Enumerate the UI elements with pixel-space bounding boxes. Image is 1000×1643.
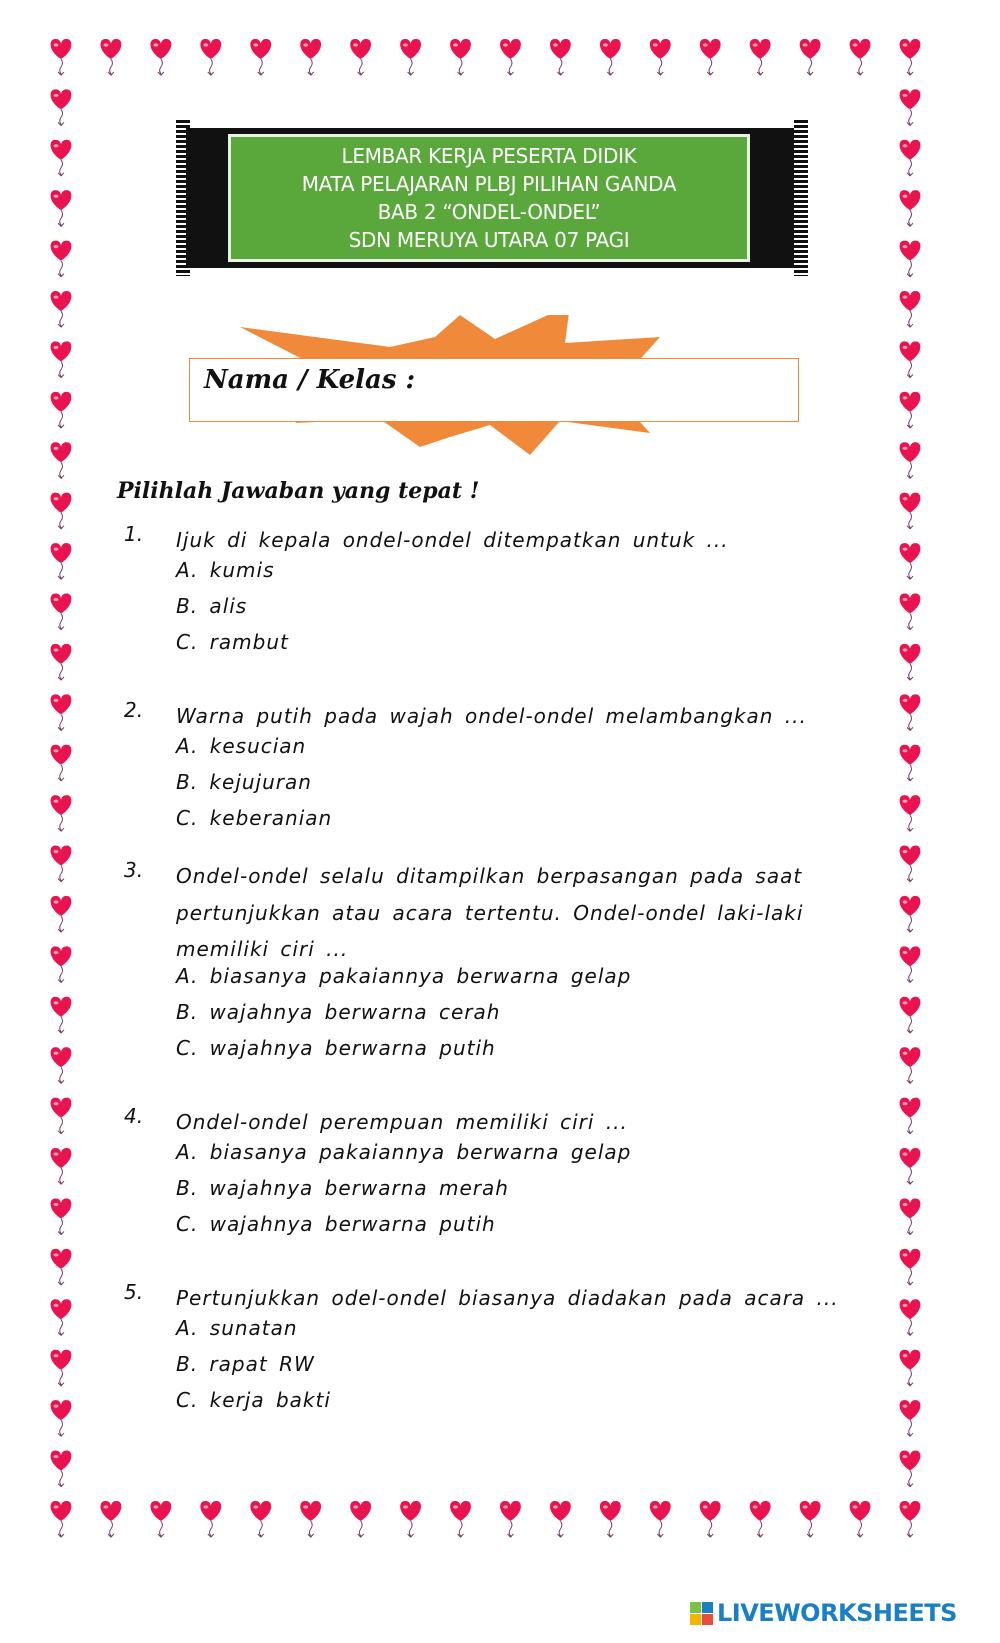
heart-balloon-icon [900,846,921,882]
heart-balloon-icon [51,1098,72,1134]
heart-balloon-icon [900,644,921,680]
heart-balloon-icon [750,1501,771,1537]
heart-balloon-icon [51,1198,72,1234]
option-a[interactable]: A. biasanya pakaiannya berwarna gelap [176,964,632,988]
heart-balloon-icon [51,694,72,730]
heart-balloon-icon [51,745,72,781]
heart-balloon-icon [51,1350,72,1386]
heart-balloon-icon [900,997,921,1033]
heart-balloon-icon [900,795,921,831]
heart-balloon-icon [51,140,72,176]
heart-balloon-icon [900,442,921,478]
heart-balloon-icon [900,1501,921,1537]
liveworksheets-logo[interactable] [690,1598,957,1628]
heart-balloon-icon [900,241,921,277]
heart-balloon-icon [700,1501,721,1537]
heart-balloon-icon [900,593,921,629]
heart-balloon-icon [650,39,671,75]
question-number: 2. [124,698,144,722]
question-text: Pertunjukkan odel-ondel biasanya diadakan pada acara ... [176,1286,839,1310]
heart-balloon-icon [600,1501,621,1537]
heart-balloon-icon [650,1501,671,1537]
heart-balloon-icon [101,39,122,75]
banner-title-box [228,134,750,262]
option-a[interactable]: A. biasanya pakaiannya berwarna gelap [176,1140,632,1164]
heart-balloon-icon [900,946,921,982]
heart-balloon-icon [51,946,72,982]
heart-balloon-icon [850,1501,871,1537]
heart-balloon-icon [51,896,72,932]
question-number: 4. [124,1104,144,1128]
heart-balloon-icon [51,593,72,629]
heart-balloon-icon [900,896,921,932]
heart-balloon-icon [51,89,72,125]
heart-balloon-icon [51,846,72,882]
heart-balloon-icon [900,392,921,428]
heart-balloon-icon [51,1400,72,1436]
heart-balloon-icon [450,39,471,75]
heart-balloon-icon [51,1047,72,1083]
heart-balloon-icon [51,442,72,478]
heart-balloon-icon [550,39,571,75]
heart-balloon-icon [51,543,72,579]
heart-balloon-icon [150,39,171,75]
heart-balloon-icon [101,1501,122,1537]
heart-balloon-icon [900,89,921,125]
heart-balloon-icon [51,795,72,831]
heart-balloon-icon [500,39,521,75]
option-a[interactable]: A. kumis [176,558,275,582]
heart-balloon-icon [51,392,72,428]
question-text: Warna putih pada wajah ondel-ondel melambangkan ... [176,704,807,728]
heart-balloon-icon [51,997,72,1033]
heart-balloon-icon [900,140,921,176]
liveworksheets-icon [690,1602,713,1625]
option-c[interactable]: C. rambut [176,630,289,654]
banner-line-4: SDN MERUYA UTARA 07 PAGI [348,228,630,252]
heart-balloon-icon [350,1501,371,1537]
heart-balloon-icon [51,1299,72,1335]
heart-balloon-icon [800,39,821,75]
heart-balloon-icon [900,291,921,327]
question-number: 5. [124,1280,144,1304]
heart-balloon-icon [900,1198,921,1234]
heart-balloon-icon [200,39,221,75]
heart-balloon-icon [350,39,371,75]
heart-balloon-icon [51,1451,72,1487]
option-c[interactable]: C. kerja bakti [176,1388,331,1412]
heart-balloon-icon [900,1350,921,1386]
heart-balloon-icon [900,1249,921,1285]
heart-balloon-icon [51,341,72,377]
heart-balloon-icon [750,39,771,75]
heart-balloon-icon [850,39,871,75]
heart-balloon-icon [51,241,72,277]
banner-line-2: MATA PELAJARAN PLBJ PILIHAN GANDA [301,172,677,196]
heart-balloon-icon [250,39,271,75]
option-a[interactable]: A. kesucian [176,734,307,758]
question-number: 3. [124,858,144,882]
heart-balloon-icon [450,1501,471,1537]
heart-balloon-icon [200,1501,221,1537]
heart-balloon-icon [300,1501,321,1537]
heart-balloon-icon [800,1501,821,1537]
option-b[interactable]: B. wajahnya berwarna cerah [176,1000,501,1024]
heart-balloon-icon [150,1501,171,1537]
heart-balloon-icon [550,1501,571,1537]
heart-balloon-icon [900,190,921,226]
heart-balloon-icon [51,493,72,529]
banner-line-1: LEMBAR KERJA PESERTA DIDIK [341,144,637,168]
option-b[interactable]: B. rapat RW [176,1352,315,1376]
title-banner [176,120,808,276]
heart-balloon-icon [51,291,72,327]
option-c[interactable]: C. keberanian [176,806,333,830]
question-text: Ijuk di kepala ondel-ondel ditempatkan untuk ... [176,528,729,552]
question-text: Ondel-ondel perempuan memiliki ciri ... [176,1110,628,1134]
heart-balloon-icon [900,493,921,529]
heart-balloon-icon [900,1451,921,1487]
option-c[interactable]: C. wajahnya berwarna putih [176,1036,496,1060]
heart-balloon-icon [300,39,321,75]
liveworksheets-text: LIVEWORKSHEETS [717,1599,957,1627]
heart-balloon-icon [900,543,921,579]
option-b[interactable]: B. alis [176,594,248,618]
heart-balloon-icon [500,1501,521,1537]
heart-balloon-icon [900,1047,921,1083]
heart-balloon-icon [51,1148,72,1184]
heart-balloon-icon [250,1501,271,1537]
banner-fringe-right [794,120,808,276]
heart-balloon-icon [900,1148,921,1184]
option-b[interactable]: B. wajahnya berwarna merah [176,1176,509,1200]
heart-balloon-icon [900,694,921,730]
heart-balloon-icon [900,745,921,781]
heart-balloon-icon [900,1400,921,1436]
question-text: Ondel-ondel selalu ditampilkan berpasangan pada saat pertunjukkan atau acara tertentu. Ondel-ondel laki-laki memiliki ciri ... [176,864,804,961]
heart-balloon-icon [900,341,921,377]
heart-balloon-icon [51,644,72,680]
heart-balloon-icon [600,39,621,75]
heart-balloon-icon [51,190,72,226]
option-a[interactable]: A. sunatan [176,1316,298,1340]
heart-balloon-icon [900,1299,921,1335]
heart-balloon-icon [400,1501,421,1537]
question-number: 1. [124,522,144,546]
heart-balloon-icon [700,39,721,75]
heart-balloon-icon [900,1098,921,1134]
banner-line-3: BAB 2 “ONDEL-ONDEL” [377,200,601,224]
heart-balloon-icon [51,1249,72,1285]
heart-balloon-icon [51,1501,72,1537]
instruction-text: Pilihlah Jawaban yang tepat ! [117,478,480,504]
name-class-field[interactable] [189,358,799,422]
heart-balloon-icon [400,39,421,75]
heart-balloon-icon [51,39,72,75]
option-b[interactable]: B. kejujuran [176,770,312,794]
name-class-label: Nama / Kelas : [204,365,416,395]
option-c[interactable]: C. wajahnya berwarna putih [176,1212,496,1236]
heart-balloon-icon [900,39,921,75]
